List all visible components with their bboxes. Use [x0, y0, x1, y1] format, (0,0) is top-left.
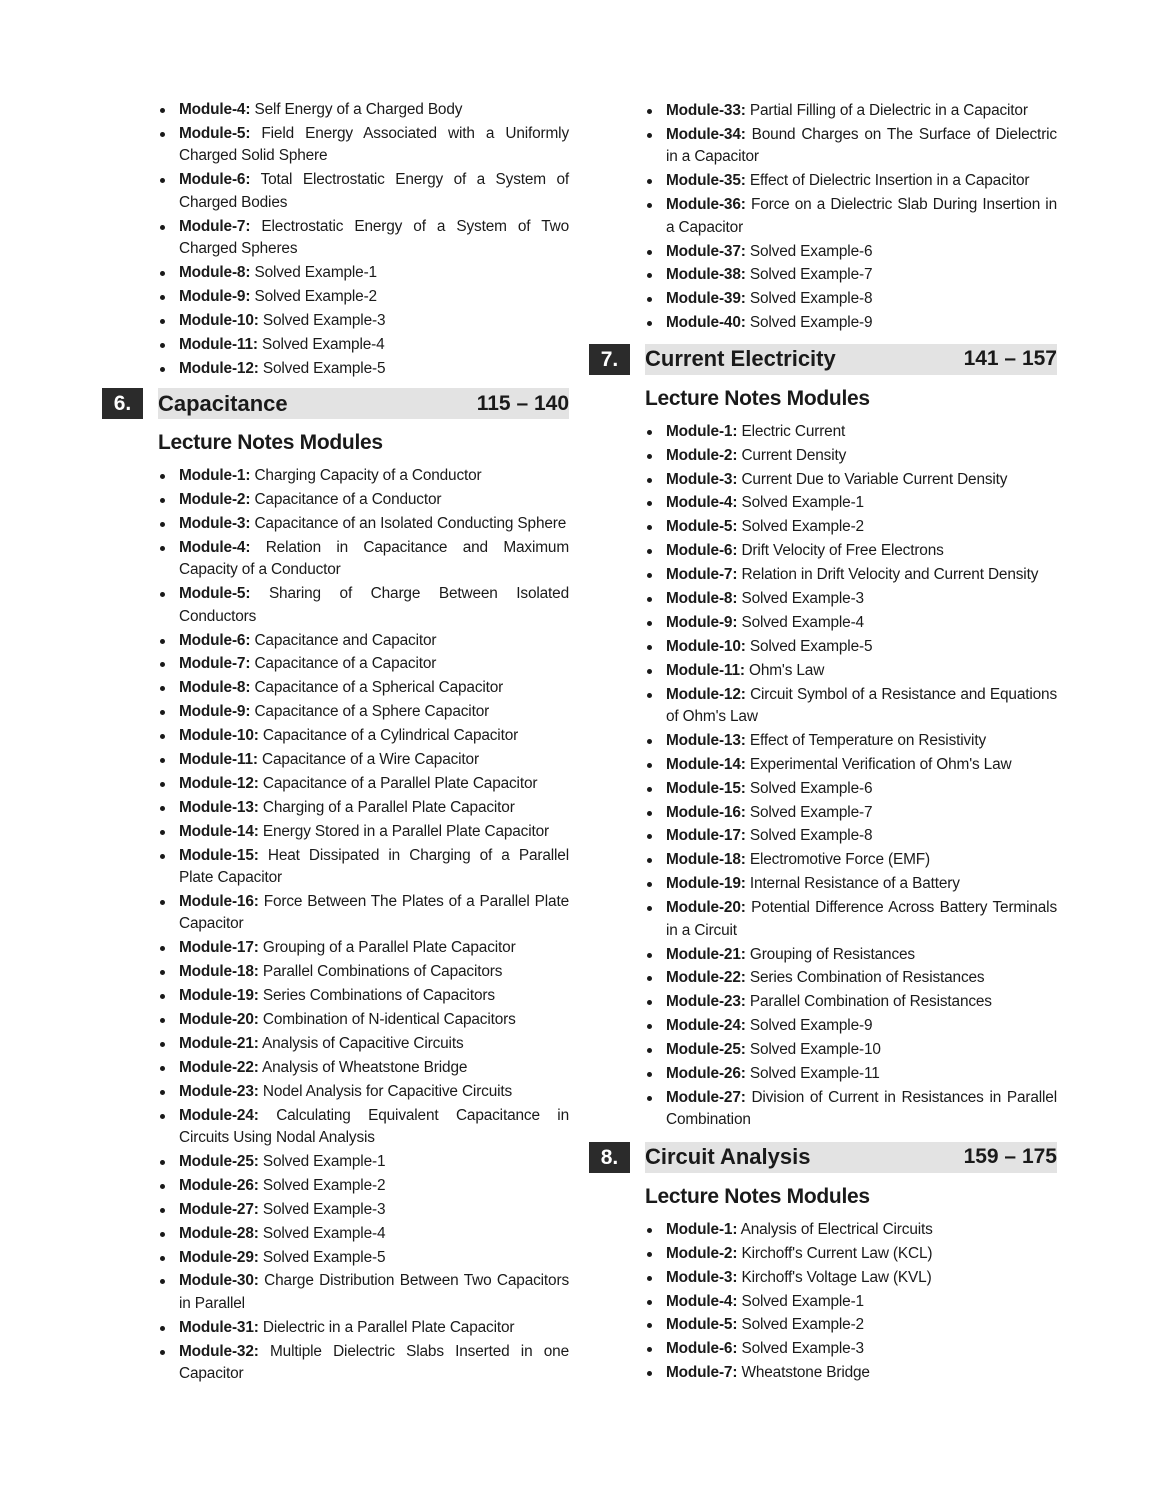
module-title: Capacitance of a Cylindrical Capacitor	[262, 727, 519, 745]
module-title: Force Between The Plates of a Parallel Plate Capacitor	[179, 892, 569, 933]
module-item	[158, 1341, 569, 1386]
left-column	[102, 99, 569, 1387]
module-title: Capacitance of a Parallel Plate Capacitor	[262, 774, 538, 792]
module-item	[158, 937, 569, 960]
module-item	[158, 1317, 569, 1340]
module-item	[158, 489, 569, 512]
module-item	[158, 1199, 569, 1222]
module-item	[645, 991, 1057, 1014]
module-key: Module-22:	[179, 1058, 259, 1076]
module-title: Capacitance of an Isolated Conducting Sphere	[254, 514, 567, 532]
module-title: Effect of Dielectric Insertion in a Capacitor	[749, 172, 1030, 190]
module-key: Module-5:	[666, 1316, 738, 1334]
module-title: Kirchoff's Current Law (KCL)	[741, 1244, 933, 1262]
module-title: Relation in Drift Velocity and Current Density	[741, 566, 1039, 584]
module-key: Module-19:	[666, 875, 746, 893]
module-key: Module-6:	[666, 1340, 738, 1358]
right-column	[589, 100, 1057, 1386]
module-item	[645, 241, 1057, 264]
module-item	[158, 99, 569, 122]
module-key: Module-1:	[179, 467, 251, 485]
module-item	[158, 465, 569, 488]
module-key: Module-4:	[179, 101, 251, 118]
module-item	[645, 1063, 1057, 1086]
module-title: Multiple Dielectric Slabs Inserted in one Capacitor	[179, 1342, 569, 1383]
module-key: Module-7:	[666, 1364, 738, 1382]
module-title: Solved Example-3	[741, 589, 864, 607]
module-title: Solved Example-2	[254, 287, 377, 305]
module-title: Electrostatic Energy of a System of Two Charged Spheres	[179, 217, 569, 258]
module-item	[645, 944, 1057, 967]
module-key: Module-1:	[666, 422, 738, 440]
module-title: Solved Example-11	[749, 1065, 880, 1082]
module-title: Series Combination of Resistances	[749, 969, 985, 987]
module-item	[645, 849, 1057, 872]
module-title: Partial Filling of a Dielectric in a Capacitor	[749, 102, 1028, 119]
module-key: Module-24:	[179, 1106, 259, 1124]
module-key: Module-17:	[179, 939, 259, 957]
module-title: Solved Example-9	[749, 314, 873, 332]
module-key: Module-25:	[179, 1153, 259, 1170]
chapter-header	[589, 1142, 1057, 1173]
module-item	[645, 170, 1057, 193]
module-item	[645, 288, 1057, 311]
module-item	[645, 825, 1057, 848]
module-key: Module-20:	[666, 899, 746, 917]
module-item	[645, 612, 1057, 635]
module-title: Force on a Dielectric Slab During Insertion in a Capacitor	[666, 196, 1057, 236]
chapter-header	[589, 344, 1057, 375]
module-key: Module-8:	[179, 264, 251, 282]
module-item	[645, 1338, 1057, 1361]
module-title: Electric Current	[741, 422, 846, 440]
module-title: Solved Example-8	[749, 827, 873, 845]
module-title: Calculating Equivalent Capacitance in Circuits Using Nodal Analysis	[179, 1106, 569, 1147]
chapter-title: Circuit Analysis	[645, 1144, 811, 1170]
module-key: Module-4:	[666, 494, 738, 512]
module-item	[645, 967, 1057, 990]
module-title: Capacitance of a Conductor	[254, 491, 442, 509]
module-title: Solved Example-4	[262, 335, 385, 353]
module-title: Dielectric in a Parallel Plate Capacitor	[262, 1318, 515, 1336]
module-item	[158, 797, 569, 820]
module-title: Current Density	[741, 446, 847, 464]
module-item	[645, 1314, 1057, 1337]
module-item	[645, 1039, 1057, 1062]
module-title: Total Electrostatic Energy of a System of Charged Bodies	[179, 171, 569, 211]
module-title: Drift Velocity of Free Electrons	[741, 542, 944, 560]
module-key: Module-6:	[179, 171, 251, 189]
module-key: Module-40:	[666, 314, 746, 332]
module-key: Module-10:	[179, 311, 259, 329]
module-item	[645, 564, 1057, 587]
chapter-header	[102, 388, 569, 419]
module-item	[158, 216, 569, 261]
module-item	[158, 961, 569, 984]
module-item	[645, 1219, 1057, 1242]
module-title: Bound Charges on The Surface of Dielectric in a Capacitor	[666, 125, 1057, 166]
module-key: Module-37:	[666, 242, 746, 260]
module-key: Module-3:	[666, 1268, 738, 1286]
module-item	[158, 358, 569, 381]
module-key: Module-22:	[666, 969, 746, 987]
module-list	[589, 1219, 1057, 1385]
section-subheading: Lecture Notes Modules	[645, 1184, 870, 1208]
module-title: Series Combinations of Capacitors	[262, 987, 495, 1005]
module-list	[102, 99, 569, 380]
module-key: Module-7:	[179, 217, 251, 235]
module-title: Solved Example-1	[254, 264, 377, 282]
module-item	[645, 312, 1057, 335]
module-item	[158, 653, 569, 676]
module-title: Electromotive Force (EMF)	[749, 851, 930, 869]
module-key: Module-11:	[179, 751, 258, 769]
module-title: Solved Example-6	[749, 779, 873, 797]
module-key: Module-30:	[179, 1272, 259, 1290]
module-key: Module-1:	[666, 1220, 738, 1238]
module-item	[158, 1105, 569, 1150]
module-title: Solved Example-6	[749, 242, 873, 260]
module-title: Combination of N-identical Capacitors	[262, 1011, 516, 1029]
module-title: Charge Distribution Between Two Capacitors in Parallel	[179, 1272, 569, 1312]
module-item	[158, 513, 569, 536]
module-item	[158, 630, 569, 653]
module-title: Self Energy of a Charged Body	[254, 101, 463, 118]
module-item	[645, 194, 1057, 239]
module-key: Module-5:	[179, 585, 251, 603]
module-title: Solved Example-2	[741, 518, 864, 536]
module-title: Solved Example-1	[262, 1153, 386, 1170]
module-key: Module-32:	[179, 1342, 259, 1360]
module-key: Module-9:	[666, 613, 738, 631]
module-key: Module-2:	[666, 446, 738, 464]
module-key: Module-10:	[666, 637, 746, 655]
module-key: Module-16:	[666, 803, 746, 821]
module-title: Division of Current in Resistances in Parallel Combination	[666, 1088, 1057, 1129]
module-item	[645, 873, 1057, 896]
module-item	[158, 583, 569, 628]
module-key: Module-18:	[666, 851, 746, 869]
module-item	[645, 660, 1057, 683]
module-key: Module-17:	[666, 827, 746, 845]
module-item	[645, 588, 1057, 611]
module-title: Solved Example-1	[741, 494, 864, 512]
module-key: Module-28:	[179, 1224, 259, 1242]
module-item	[158, 677, 569, 700]
module-key: Module-23:	[179, 1082, 259, 1100]
module-item	[645, 469, 1057, 492]
module-item	[158, 821, 569, 844]
module-title: Solved Example-7	[749, 803, 873, 821]
module-item	[158, 1081, 569, 1104]
module-key: Module-8:	[666, 589, 738, 607]
chapter-title-bar	[645, 344, 1057, 375]
module-list	[589, 421, 1057, 1132]
module-key: Module-7:	[179, 655, 251, 673]
module-title: Solved Example-2	[262, 1176, 386, 1194]
chapter-number: 7.	[589, 344, 630, 375]
module-title: Capacitance of a Sphere Capacitor	[254, 703, 490, 721]
module-key: Module-9:	[179, 703, 251, 721]
module-key: Module-26:	[179, 1176, 259, 1194]
module-title: Effect of Temperature on Resistivity	[749, 731, 986, 749]
module-key: Module-6:	[666, 542, 738, 560]
module-key: Module-13:	[179, 798, 259, 816]
module-key: Module-8:	[179, 679, 251, 697]
module-key: Module-27:	[179, 1200, 259, 1218]
chapter-title: Current Electricity	[645, 346, 836, 372]
module-key: Module-21:	[179, 1034, 259, 1052]
module-title: Capacitance of a Capacitor	[254, 655, 437, 673]
module-item	[645, 730, 1057, 753]
module-title: Experimental Verification of Ohm's Law	[749, 755, 1012, 773]
module-key: Module-20:	[179, 1011, 259, 1029]
module-title: Energy Stored in a Parallel Plate Capacitor	[262, 822, 550, 840]
module-key: Module-38:	[666, 266, 746, 284]
module-title: Grouping of Resistances	[749, 945, 915, 963]
module-key: Module-11:	[179, 335, 258, 353]
module-key: Module-33:	[666, 102, 746, 119]
module-key: Module-3:	[179, 514, 251, 532]
section-subheading: Lecture Notes Modules	[158, 431, 383, 455]
module-item	[645, 1087, 1057, 1132]
module-item	[645, 1015, 1057, 1038]
module-item	[158, 169, 569, 214]
module-key: Module-19:	[179, 987, 259, 1005]
module-key: Module-14:	[179, 822, 259, 840]
module-title: Field Energy Associated with a Uniformly Charged Solid Sphere	[179, 124, 569, 165]
module-key: Module-3:	[666, 470, 738, 488]
module-item	[158, 1151, 569, 1174]
module-item	[645, 492, 1057, 515]
module-title: Solved Example-4	[262, 1224, 386, 1242]
module-key: Module-21:	[666, 945, 746, 963]
module-item	[158, 749, 569, 772]
module-item	[158, 985, 569, 1008]
module-item	[158, 537, 569, 582]
module-key: Module-5:	[179, 124, 251, 142]
module-item	[645, 684, 1057, 729]
module-item	[645, 264, 1057, 287]
module-title: Solved Example-10	[749, 1041, 881, 1059]
module-key: Module-9:	[179, 287, 251, 305]
module-item	[645, 897, 1057, 942]
module-item	[645, 1362, 1057, 1385]
module-item	[645, 124, 1057, 169]
module-item	[645, 1291, 1057, 1314]
module-title: Charging Capacity of a Conductor	[254, 467, 482, 485]
chapter-title: Capacitance	[158, 390, 288, 416]
module-key: Module-35:	[666, 172, 746, 190]
module-title: Solved Example-4	[741, 613, 864, 631]
module-key: Module-24:	[666, 1017, 746, 1035]
module-key: Module-5:	[666, 518, 738, 536]
module-item	[645, 778, 1057, 801]
module-item	[645, 802, 1057, 825]
module-item	[645, 421, 1057, 444]
module-key: Module-27:	[666, 1088, 746, 1106]
module-key: Module-7:	[666, 566, 738, 584]
module-key: Module-31:	[179, 1318, 259, 1336]
module-key: Module-12:	[666, 685, 746, 703]
module-item	[158, 1009, 569, 1032]
module-key: Module-16:	[179, 892, 259, 910]
module-title: Internal Resistance of a Battery	[749, 875, 960, 893]
module-item	[158, 701, 569, 724]
section-subheading: Lecture Notes Modules	[645, 386, 870, 410]
module-item	[645, 100, 1057, 123]
chapter-pages: 115 – 140	[476, 391, 569, 415]
module-item	[158, 1247, 569, 1270]
module-key: Module-36:	[666, 196, 746, 214]
module-list	[102, 465, 569, 1386]
module-key: Module-6:	[179, 631, 251, 649]
module-key: Module-29:	[179, 1248, 259, 1266]
module-title: Wheatstone Bridge	[741, 1364, 870, 1382]
module-item	[645, 516, 1057, 539]
module-key: Module-4:	[666, 1292, 738, 1310]
module-title: Analysis of Wheatstone Bridge	[262, 1058, 468, 1076]
module-title: Solved Example-9	[749, 1017, 873, 1035]
chapter-number: 8.	[589, 1142, 630, 1173]
module-item	[645, 1243, 1057, 1266]
module-title: Parallel Combination of Resistances	[749, 993, 992, 1011]
module-title: Ohm's Law	[749, 661, 825, 679]
module-key: Module-26:	[666, 1065, 746, 1082]
module-title: Capacitance of a Spherical Capacitor	[254, 679, 504, 697]
module-item	[158, 773, 569, 796]
module-title: Capacitance and Capacitor	[254, 631, 437, 649]
module-title: Solved Example-2	[741, 1316, 864, 1334]
module-title: Nodel Analysis for Capacitive Circuits	[262, 1082, 513, 1100]
module-item	[645, 445, 1057, 468]
module-title: Solved Example-3	[262, 311, 386, 329]
module-item	[158, 1175, 569, 1198]
module-title: Solved Example-7	[749, 266, 873, 284]
module-item	[158, 334, 569, 357]
module-key: Module-25:	[666, 1041, 746, 1059]
module-key: Module-23:	[666, 993, 746, 1011]
module-item	[645, 540, 1057, 563]
module-item	[158, 1057, 569, 1080]
module-title: Parallel Combinations of Capacitors	[262, 963, 503, 981]
module-title: Current Due to Variable Current Density	[741, 470, 1008, 488]
module-item	[158, 891, 569, 936]
module-key: Module-4:	[179, 538, 251, 556]
chapter-pages: 159 – 175	[963, 1145, 1057, 1169]
module-key: Module-15:	[179, 846, 259, 864]
module-title: Circuit Symbol of a Resistance and Equations of Ohm's Law	[666, 685, 1057, 726]
module-item	[645, 1267, 1057, 1290]
module-title: Analysis of Electrical Circuits	[740, 1220, 933, 1238]
module-item	[158, 1033, 569, 1056]
chapter-title-bar	[158, 388, 569, 419]
module-key: Module-2:	[179, 491, 251, 509]
module-item	[158, 310, 569, 333]
module-key: Module-14:	[666, 755, 746, 773]
module-key: Module-34:	[666, 125, 746, 143]
module-key: Module-39:	[666, 290, 746, 308]
module-key: Module-2:	[666, 1244, 738, 1262]
module-title: Solved Example-1	[741, 1292, 864, 1310]
module-item	[158, 286, 569, 309]
module-title: Grouping of a Parallel Plate Capacitor	[262, 939, 516, 957]
module-item	[158, 1270, 569, 1315]
module-title: Analysis of Capacitive Circuits	[262, 1034, 464, 1052]
module-key: Module-10:	[179, 727, 259, 745]
module-title: Solved Example-3	[262, 1200, 386, 1218]
module-title: Solved Example-8	[749, 290, 873, 308]
module-title: Solved Example-5	[262, 1248, 386, 1266]
module-key: Module-18:	[179, 963, 259, 981]
module-title: Relation in Capacitance and Maximum Capacity of a Conductor	[179, 538, 569, 579]
module-title: Kirchoff's Voltage Law (KVL)	[741, 1268, 932, 1286]
module-item	[158, 123, 569, 168]
chapter-number: 6.	[102, 388, 143, 419]
chapter-pages: 141 – 157	[963, 347, 1057, 371]
module-title: Heat Dissipated in Charging of a Parallel Plate Capacitor	[179, 846, 569, 887]
module-title: Solved Example-5	[749, 637, 873, 655]
module-title: Potential Difference Across Battery Terminals in a Circuit	[666, 899, 1057, 939]
module-title: Capacitance of a Wire Capacitor	[262, 751, 479, 769]
module-item	[158, 845, 569, 890]
module-item	[158, 1223, 569, 1246]
module-title: Charging of a Parallel Plate Capacitor	[262, 798, 515, 816]
module-item	[645, 754, 1057, 777]
module-list	[589, 100, 1057, 335]
module-key: Module-15:	[666, 779, 746, 797]
module-key: Module-13:	[666, 731, 746, 749]
module-title: Sharing of Charge Between Isolated Conductors	[179, 585, 569, 625]
module-item	[645, 636, 1057, 659]
module-item	[158, 262, 569, 285]
chapter-title-bar	[645, 1142, 1057, 1173]
module-item	[158, 725, 569, 748]
module-title: Solved Example-5	[262, 359, 386, 377]
module-key: Module-12:	[179, 359, 259, 377]
module-key: Module-11:	[666, 661, 745, 679]
module-title: Solved Example-3	[741, 1340, 864, 1358]
module-key: Module-12:	[179, 774, 259, 792]
